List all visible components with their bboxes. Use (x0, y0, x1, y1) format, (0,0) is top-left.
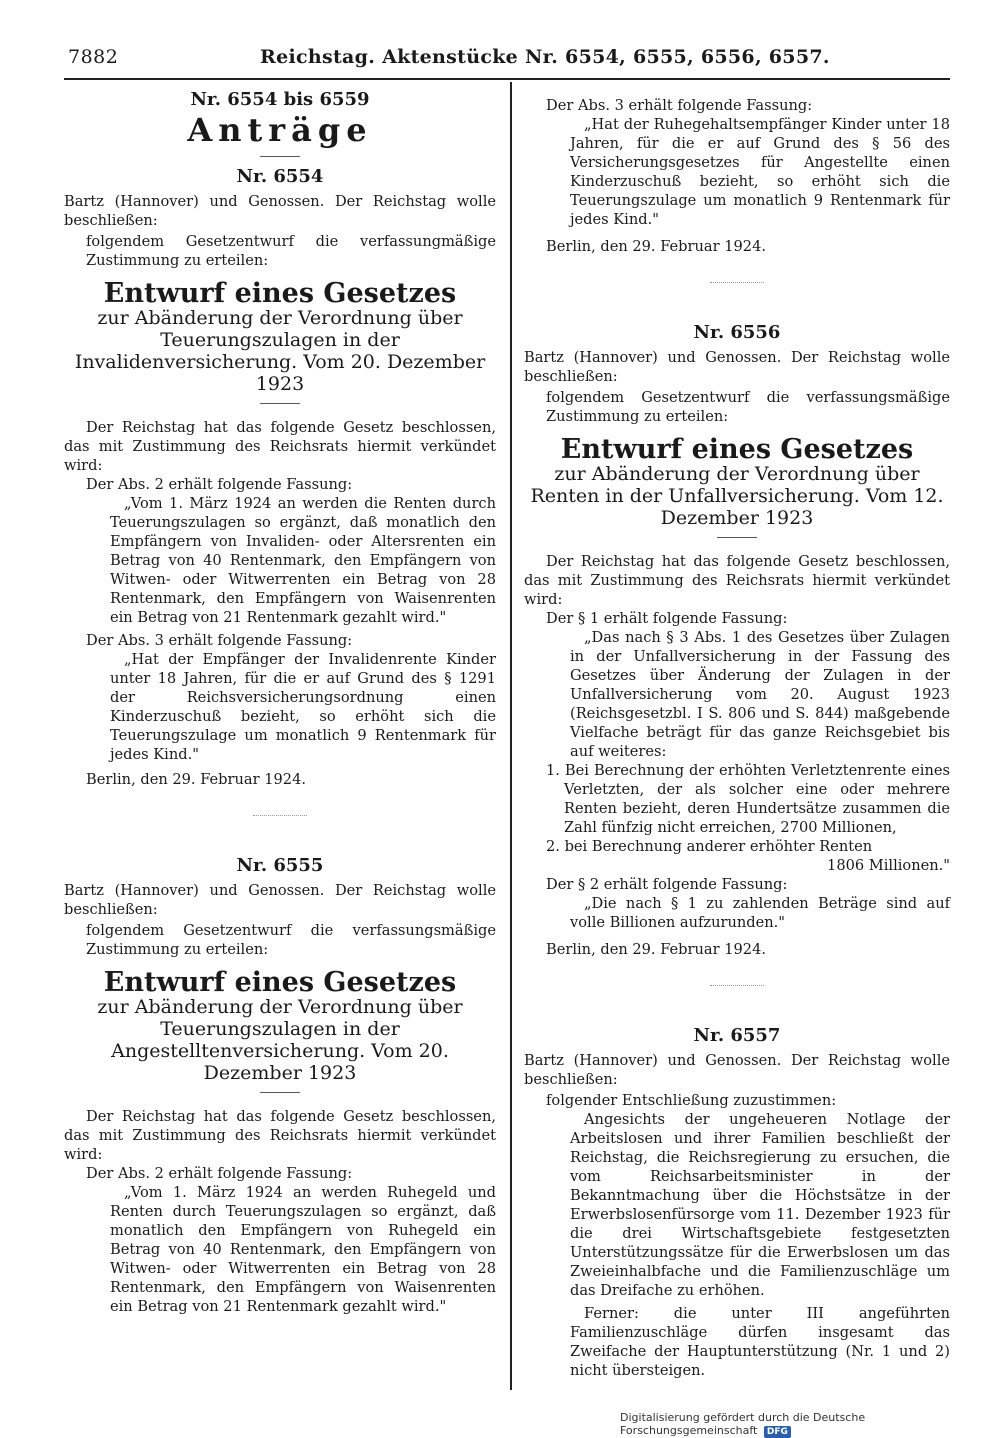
header-rule (64, 78, 950, 80)
resolution-paragraph: Angesichts der ungeheueren Notlage der Arbeitslosen und ihrer Familien beschließt der Reichstag, die Reichsregierung zu ersuchen, die vom Reichsarbeitsminister in der Bekanntmachung über die Höchstsätze in der Erwerbslosenfürsorge vom 11. Dezember 1923 für die drei Wirtschaftsgebiete festgesetzten Unterstützungssätze für die Erwerbslosen um das Zweieinhalbfache und die Familienzuschläge um das Dreifache zu erhöhen. (570, 1111, 950, 1299)
quoted-text: „Hat der Ruhegehaltsempfänger Kinder unter 18 Jahren, für die er auf Grund des § 56 des Versicherungsgesetzes für Angestellte einen Kinderzuschuß bezieht, so erhöht sich die Teuerungszulage um monatlich 9 Rentenmark für jedes Kind." (570, 116, 950, 228)
range-heading: Nr. 6554 bis 6559 (190, 89, 370, 110)
section-separator (710, 282, 764, 283)
credit-text: Digitalisierung gefördert durch die Deutsche Forschungsgemeinschaft (620, 1411, 866, 1437)
list-item: 1. Bei Berechnung der erhöhten Verletztenrente eines Verletzten, der als solcher eine oder mehrere Renten bezieht, deren Hundertsätze zusammen die Zahl fünfzig nicht erreichen, 2700 Millionen, (546, 762, 950, 836)
divider (260, 1092, 300, 1093)
section-title: Anträge (187, 111, 373, 149)
quoted-text: „Vom 1. März 1924 an werden Ruhegeld und Renten durch Teuerungszulagen so ergänzt, daß monatlich den Empfängern von Ruhegeld ein Betrag von 40 Rentenmark, den Empfängern von Witwen- oder Witwerrenten ein Betrag von 28 Rentenmark, den Empfängern von Waisenrenten ein Betrag von 21 Rentenmark gezahlt wird." (110, 1184, 496, 1315)
motion-intro: Bartz (Hannover) und Genossen. Der Reichstag wolle beschließen: (524, 349, 950, 385)
motion-intro-2: folgendem Gesetzentwurf die verfassungsmäßige Zustimmung zu erteilen: (86, 922, 496, 958)
place-date: Berlin, den 29. Februar 1924. (546, 941, 766, 958)
motion-number-6556: Nr. 6556 (693, 322, 781, 343)
clause-heading: Der Abs. 3 erhält folgende Fassung: (546, 97, 813, 114)
clause-heading: Der Abs. 2 erhält folgende Fassung: (86, 1165, 353, 1182)
motion-number-6554: Nr. 6554 (236, 166, 324, 187)
motion-intro-2: folgendem Gesetzentwurf die verfassungsmäßige Zustimmung zu erteilen: (546, 389, 950, 425)
divider (717, 537, 757, 538)
divider (260, 156, 300, 157)
page-header (68, 46, 964, 76)
dfg-logo-icon: DFG (764, 1426, 791, 1438)
draft-subtitle: zur Abänderung der Verordnung über Renten in der Unfallversicherung. Vom 12. Dezember 1923 (530, 463, 944, 529)
quoted-text: „Die nach § 1 zu zahlenden Beträge sind auf volle Billionen aufzurunden." (570, 895, 950, 931)
draft-subtitle: zur Abänderung der Verordnung über Teuerungszulagen in der Angestelltenversicherung. Vom 20. Dezember 1923 (97, 996, 463, 1084)
draft-title: Entwurf eines Gesetzes (103, 967, 457, 998)
right-column (524, 96, 950, 1380)
place-date: Berlin, den 29. Februar 1924. (546, 238, 766, 255)
clause-heading: Der § 1 erhält folgende Fassung: (546, 610, 788, 627)
motion-intro-2: folgender Entschließung zuzustimmen: (546, 1092, 837, 1109)
section-separator (253, 815, 307, 816)
motion-number-6557: Nr. 6557 (693, 1025, 781, 1046)
running-title: Reichstag. Aktenstücke Nr. 6554, 6555, 6556, 6557. (260, 46, 830, 68)
motion-intro: Bartz (Hannover) und Genossen. Der Reichstag wolle beschließen: (64, 882, 496, 918)
enactment-formula: Der Reichstag hat das folgende Gesetz beschlossen, das mit Zustimmung des Reichsrats hiermit verkündet wird: (524, 553, 950, 608)
clause-heading: Der Abs. 3 erhält folgende Fassung: (86, 632, 353, 649)
quoted-text: „Vom 1. März 1924 an werden die Renten durch Teuerungszulagen so ergänzt, daß monatlich den Empfängern von Invaliden- oder Altersrenten ein Betrag von 40 Rentenmark, den Empfängern von Witwen- oder Witwerrenten ein Betrag von 28 Rentenmark, den Empfängern von Waisenrenten ein Betrag von 21 Rentenmark gezahlt wird." (110, 495, 496, 626)
list-item: 2. bei Berechnung anderer erhöhter Renten (546, 838, 873, 855)
left-column (64, 90, 496, 1316)
resolution-paragraph: Ferner: die unter III angeführten Familienzuschläge dürfen insgesamt das Zweifache der Hauptunterstützung (Nr. 1 und 2) nicht übersteigen. (570, 1305, 950, 1379)
quoted-text: „Das nach § 3 Abs. 1 des Gesetzes über Zulagen in der Unfallversicherung in der Fassung des Gesetzes über Änderung der Zulagen in der Unfallversicherung vom 20. August 1923 (Reichsgesetzbl. I S. 806 und S. 844) maßgebende Vielfache beträgt für das ganze Reichsgebiet bis auf weiteres: (570, 629, 950, 760)
page-number: 7882 (68, 46, 119, 68)
divider (260, 403, 300, 404)
motion-number-6555: Nr. 6555 (236, 855, 324, 876)
enactment-formula: Der Reichstag hat das folgende Gesetz beschlossen, das mit Zustimmung des Reichsrats hiermit verkündet wird: (64, 419, 496, 474)
quoted-text: „Hat der Empfänger der Invalidenrente Kinder unter 18 Jahren, für die er auf Grund des § 1291 der Reichsversicherungsordnung einen Kinderzuschuß bezieht, so erhöht sich die Teuerungszulage um monatlich 9 Rentenmark für jedes Kind." (110, 651, 496, 763)
motion-intro: Bartz (Hannover) und Genossen. Der Reichstag wolle beschließen: (64, 193, 496, 229)
section-separator (710, 985, 764, 986)
draft-title: Entwurf eines Gesetzes (103, 278, 457, 309)
enactment-formula: Der Reichstag hat das folgende Gesetz beschlossen, das mit Zustimmung des Reichsrats hiermit verkündet wird: (64, 1108, 496, 1163)
clause-heading: Der Abs. 2 erhält folgende Fassung: (86, 476, 353, 493)
motion-intro: Bartz (Hannover) und Genossen. Der Reichstag wolle beschließen: (524, 1052, 950, 1088)
draft-title: Entwurf eines Gesetzes (560, 434, 914, 465)
clause-heading: Der § 2 erhält folgende Fassung: (546, 876, 788, 893)
place-date: Berlin, den 29. Februar 1924. (86, 771, 306, 788)
list-item-amount: 1806 Millionen." (827, 857, 950, 874)
column-rule (510, 82, 512, 1390)
motion-intro-2: folgendem Gesetzentwurf die verfassungmäßige Zustimmung zu erteilen: (86, 233, 496, 269)
draft-subtitle: zur Abänderung der Verordnung über Teuerungszulagen in der Invalidenversicherung. Vom 20. Dezember 1923 (74, 307, 486, 395)
